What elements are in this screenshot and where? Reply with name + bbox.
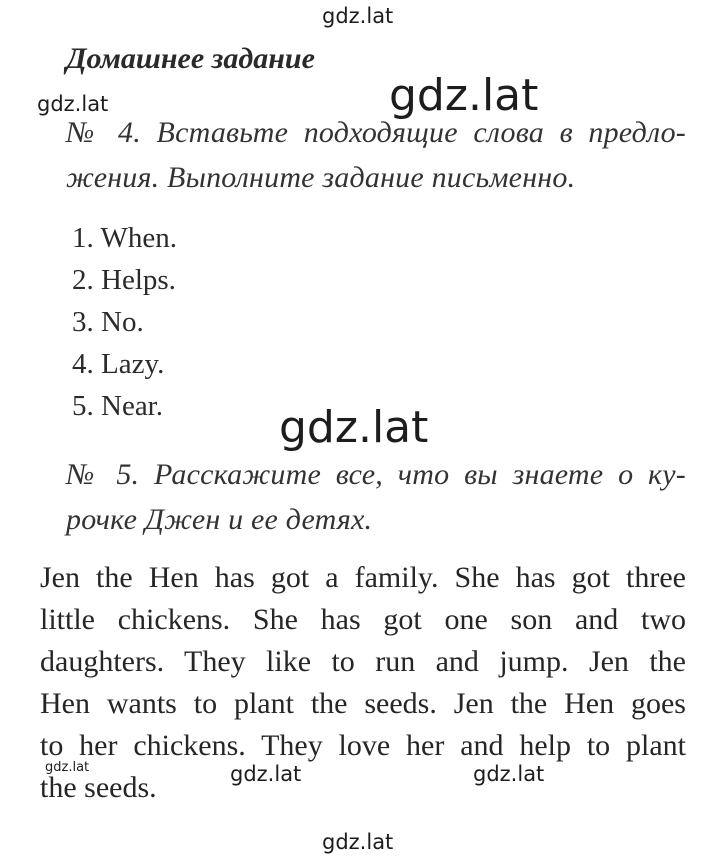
story-line: Hen wants to plant the seeds. Jen the Hen goes xyxy=(40,687,686,720)
story-line: daughters. They like to run and jump. Jen the xyxy=(40,645,686,678)
task-4-line-1: № 4. Вставьте подходящие слова в предло- xyxy=(66,116,686,149)
watermark-top: gdz.lat xyxy=(322,4,394,28)
answer-item: 5. Near. xyxy=(72,390,163,422)
task-5-line-2: рочке Джен и ее детях. xyxy=(66,503,373,536)
task-5-line-1: № 5. Расскажите все, что вы знаете о ку- xyxy=(66,458,686,491)
task-4-instruction xyxy=(66,110,686,200)
watermark-tiny: gdz.lat xyxy=(45,760,90,775)
story-line: the seeds. xyxy=(40,771,157,804)
watermark-large-top: gdz.lat xyxy=(389,70,539,121)
watermark-footer: gdz.lat xyxy=(322,830,394,854)
watermark-bottom-right: gdz.lat xyxy=(473,762,545,786)
watermark-bottom-middle: gdz.lat xyxy=(230,762,302,786)
task-4-line-2: жения. Выполните задание письменно. xyxy=(66,161,576,194)
answer-item: 3. No. xyxy=(72,306,144,338)
watermark-left: gdz.lat xyxy=(37,92,109,116)
answer-item: 2. Helps. xyxy=(72,264,176,296)
answer-item: 1. When. xyxy=(72,222,177,254)
answer-item: 4. Lazy. xyxy=(72,348,165,380)
story-line: Jen the Hen has got a family. She has got three xyxy=(40,561,686,594)
story-line: little chickens. She has got one son and two xyxy=(40,603,686,636)
story-paragraph xyxy=(40,557,686,809)
homework-heading: Домашнее задание xyxy=(66,42,315,75)
answers-list xyxy=(72,217,177,427)
watermark-large-middle: gdz.lat xyxy=(279,402,429,453)
task-5-instruction xyxy=(66,452,686,542)
story-line: to her chickens. They love her and help to plant xyxy=(40,729,686,762)
